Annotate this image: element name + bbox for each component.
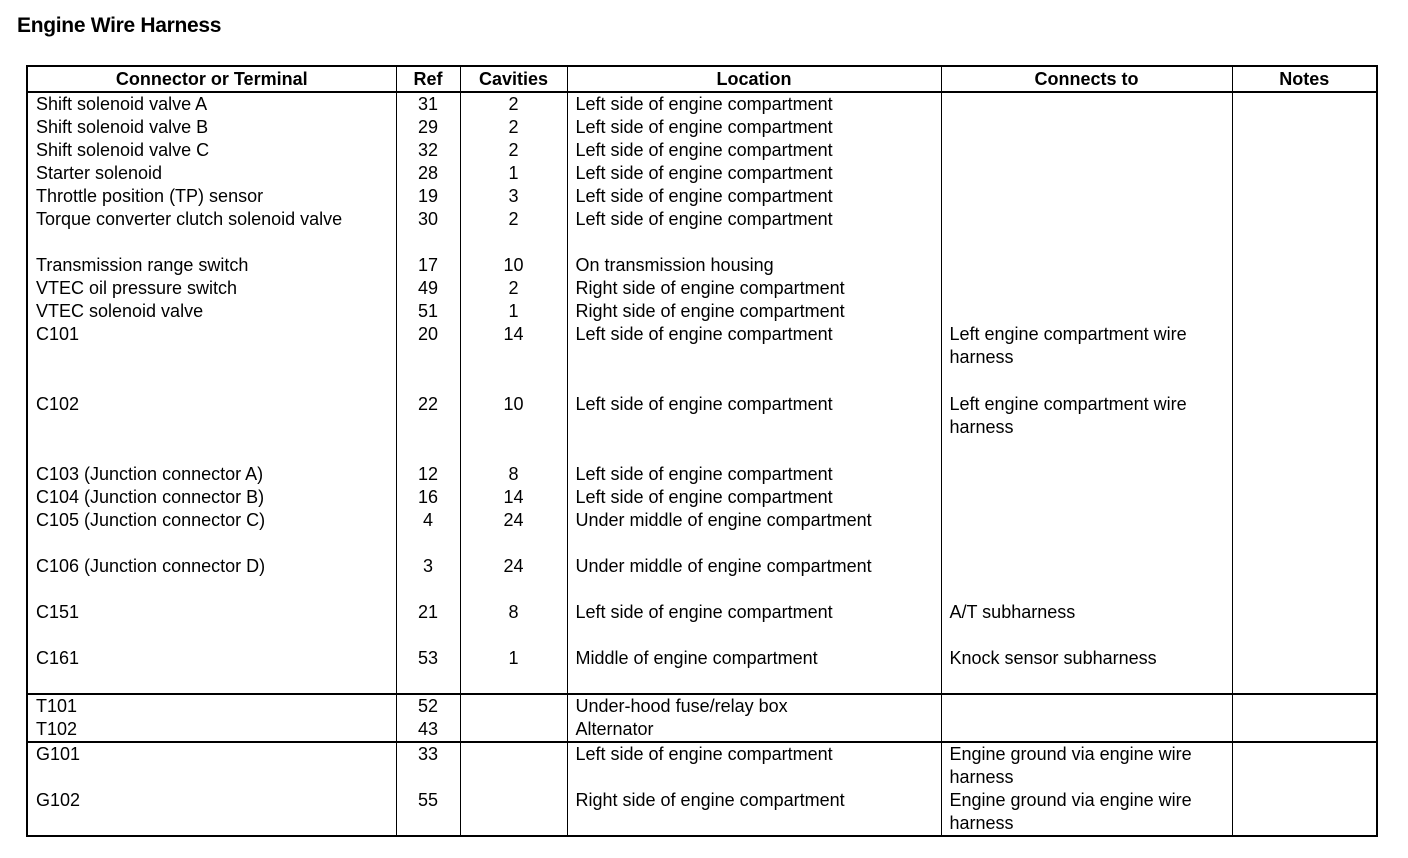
table-row xyxy=(27,509,1377,555)
connects-to-cell xyxy=(941,139,1232,162)
ref-cell: 33 xyxy=(396,742,460,789)
connects-to-cell xyxy=(941,486,1232,509)
location-cell: Alternator xyxy=(567,718,941,742)
ref-cell: 22 xyxy=(396,393,460,463)
cavities-cell xyxy=(460,718,567,742)
notes-cell xyxy=(1232,718,1377,742)
ref-cell: 52 xyxy=(396,694,460,718)
notes-cell xyxy=(1232,647,1377,694)
connects-to-cell xyxy=(941,463,1232,486)
connector-cell: G101 xyxy=(27,742,396,789)
connects-to-cell: Left engine compartment wire harness xyxy=(941,393,1232,463)
location-cell: Left side of engine compartment xyxy=(567,116,941,139)
notes-cell xyxy=(1232,486,1377,509)
ref-cell: 4 xyxy=(396,509,460,555)
column-header-location: Location xyxy=(567,66,941,92)
notes-cell xyxy=(1232,277,1377,300)
notes-cell xyxy=(1232,601,1377,647)
ref-cell: 12 xyxy=(396,463,460,486)
notes-cell xyxy=(1232,116,1377,139)
cavities-cell: 1 xyxy=(460,647,567,694)
cavities-cell: 1 xyxy=(460,300,567,323)
connects-to-cell xyxy=(941,185,1232,208)
notes-cell xyxy=(1232,509,1377,555)
ref-cell: 20 xyxy=(396,323,460,393)
connector-cell: G102 xyxy=(27,789,396,836)
location-cell: On transmission housing xyxy=(567,254,941,277)
location-cell: Under middle of engine compartment xyxy=(567,509,941,555)
notes-cell xyxy=(1232,300,1377,323)
notes-cell xyxy=(1232,92,1377,116)
table-row xyxy=(27,116,1377,139)
harness-table xyxy=(26,65,1378,837)
connects-to-cell xyxy=(941,116,1232,139)
connector-cell: Shift solenoid valve C xyxy=(27,139,396,162)
ref-cell: 3 xyxy=(396,555,460,601)
notes-cell xyxy=(1232,254,1377,277)
cavities-cell xyxy=(460,742,567,789)
cavities-cell: 10 xyxy=(460,393,567,463)
table-row xyxy=(27,92,1377,116)
cavities-cell: 8 xyxy=(460,463,567,486)
column-header-connector: Connector or Terminal xyxy=(27,66,396,92)
table-row xyxy=(27,139,1377,162)
ref-cell: 51 xyxy=(396,300,460,323)
header-row xyxy=(27,66,1377,92)
connector-cell: C161 xyxy=(27,647,396,694)
cavities-cell: 1 xyxy=(460,162,567,185)
location-cell: Left side of engine compartment xyxy=(567,92,941,116)
connector-cell: C102 xyxy=(27,393,396,463)
table-row xyxy=(27,254,1377,277)
ref-cell: 43 xyxy=(396,718,460,742)
ref-cell: 53 xyxy=(396,647,460,694)
location-cell: Left side of engine compartment xyxy=(567,139,941,162)
connector-cell: C105 (Junction connector C) xyxy=(27,509,396,555)
ref-cell: 17 xyxy=(396,254,460,277)
notes-cell xyxy=(1232,555,1377,601)
connects-to-cell: A/T subharness xyxy=(941,601,1232,647)
table-row xyxy=(27,463,1377,486)
notes-cell xyxy=(1232,789,1377,836)
cavities-cell: 2 xyxy=(460,116,567,139)
table-row xyxy=(27,789,1377,836)
connects-to-cell xyxy=(941,555,1232,601)
connector-cell: VTEC solenoid valve xyxy=(27,300,396,323)
ref-cell: 28 xyxy=(396,162,460,185)
cavities-cell xyxy=(460,694,567,718)
connects-to-cell xyxy=(941,254,1232,277)
table-row xyxy=(27,742,1377,789)
connects-to-cell xyxy=(941,277,1232,300)
connector-cell: Throttle position (TP) sensor xyxy=(27,185,396,208)
column-header-ref: Ref xyxy=(396,66,460,92)
notes-cell xyxy=(1232,323,1377,393)
notes-cell xyxy=(1232,742,1377,789)
connector-cell: Transmission range switch xyxy=(27,254,396,277)
cavities-cell: 24 xyxy=(460,555,567,601)
notes-cell xyxy=(1232,185,1377,208)
connects-to-cell: Engine ground via engine wire harness xyxy=(941,742,1232,789)
notes-cell xyxy=(1232,463,1377,486)
ref-cell: 19 xyxy=(396,185,460,208)
connector-cell: T102 xyxy=(27,718,396,742)
table-row xyxy=(27,300,1377,323)
connector-cell: Starter solenoid xyxy=(27,162,396,185)
notes-cell xyxy=(1232,208,1377,254)
ref-cell: 16 xyxy=(396,486,460,509)
location-cell: Left side of engine compartment xyxy=(567,208,941,254)
connects-to-cell xyxy=(941,162,1232,185)
notes-cell xyxy=(1232,694,1377,718)
location-cell: Left side of engine compartment xyxy=(567,601,941,647)
connects-to-cell: Knock sensor subharness xyxy=(941,647,1232,694)
connector-cell: Shift solenoid valve A xyxy=(27,92,396,116)
location-cell: Left side of engine compartment xyxy=(567,323,941,393)
ref-cell: 30 xyxy=(396,208,460,254)
location-cell: Left side of engine compartment xyxy=(567,185,941,208)
connector-cell: C106 (Junction connector D) xyxy=(27,555,396,601)
connector-cell: Shift solenoid valve B xyxy=(27,116,396,139)
table-row xyxy=(27,718,1377,742)
location-cell: Middle of engine compartment xyxy=(567,647,941,694)
table-row xyxy=(27,486,1377,509)
location-cell: Under middle of engine compartment xyxy=(567,555,941,601)
connector-cell: VTEC oil pressure switch xyxy=(27,277,396,300)
connector-cell: Torque converter clutch solenoid valve xyxy=(27,208,396,254)
connects-to-cell xyxy=(941,718,1232,742)
connects-to-cell: Left engine compartment wire harness xyxy=(941,323,1232,393)
notes-cell xyxy=(1232,139,1377,162)
cavities-cell: 2 xyxy=(460,92,567,116)
table-row xyxy=(27,601,1377,647)
table-row xyxy=(27,393,1377,463)
cavities-cell: 10 xyxy=(460,254,567,277)
column-header-notes: Notes xyxy=(1232,66,1377,92)
cavities-cell: 8 xyxy=(460,601,567,647)
cavities-cell: 2 xyxy=(460,277,567,300)
cavities-cell: 2 xyxy=(460,208,567,254)
location-cell: Left side of engine compartment xyxy=(567,463,941,486)
table-row xyxy=(27,162,1377,185)
table-row xyxy=(27,323,1377,393)
column-header-connects-to: Connects to xyxy=(941,66,1232,92)
notes-cell xyxy=(1232,162,1377,185)
connector-cell: C104 (Junction connector B) xyxy=(27,486,396,509)
location-cell: Left side of engine compartment xyxy=(567,742,941,789)
location-cell: Right side of engine compartment xyxy=(567,277,941,300)
table-row xyxy=(27,208,1377,254)
table-row xyxy=(27,647,1377,694)
notes-cell xyxy=(1232,393,1377,463)
connects-to-cell xyxy=(941,92,1232,116)
connector-cell: C101 xyxy=(27,323,396,393)
location-cell: Under-hood fuse/relay box xyxy=(567,694,941,718)
table-row xyxy=(27,277,1377,300)
connects-to-cell xyxy=(941,694,1232,718)
page-title: Engine Wire Harness xyxy=(17,14,222,37)
cavities-cell xyxy=(460,789,567,836)
cavities-cell: 3 xyxy=(460,185,567,208)
location-cell: Left side of engine compartment xyxy=(567,486,941,509)
cavities-cell: 24 xyxy=(460,509,567,555)
cavities-cell: 14 xyxy=(460,323,567,393)
location-cell: Right side of engine compartment xyxy=(567,789,941,836)
connects-to-cell xyxy=(941,300,1232,323)
ref-cell: 21 xyxy=(396,601,460,647)
connector-cell: T101 xyxy=(27,694,396,718)
ref-cell: 31 xyxy=(396,92,460,116)
location-cell: Right side of engine compartment xyxy=(567,300,941,323)
table-row xyxy=(27,185,1377,208)
table-row xyxy=(27,555,1377,601)
cavities-cell: 2 xyxy=(460,139,567,162)
cavities-cell: 14 xyxy=(460,486,567,509)
connects-to-cell: Engine ground via engine wire harness xyxy=(941,789,1232,836)
ref-cell: 32 xyxy=(396,139,460,162)
location-cell: Left side of engine compartment xyxy=(567,393,941,463)
table-row xyxy=(27,694,1377,718)
ref-cell: 55 xyxy=(396,789,460,836)
connector-cell: C103 (Junction connector A) xyxy=(27,463,396,486)
connector-cell: C151 xyxy=(27,601,396,647)
connects-to-cell xyxy=(941,208,1232,254)
ref-cell: 49 xyxy=(396,277,460,300)
column-header-cavities: Cavities xyxy=(460,66,567,92)
location-cell: Left side of engine compartment xyxy=(567,162,941,185)
ref-cell: 29 xyxy=(396,116,460,139)
connects-to-cell xyxy=(941,509,1232,555)
